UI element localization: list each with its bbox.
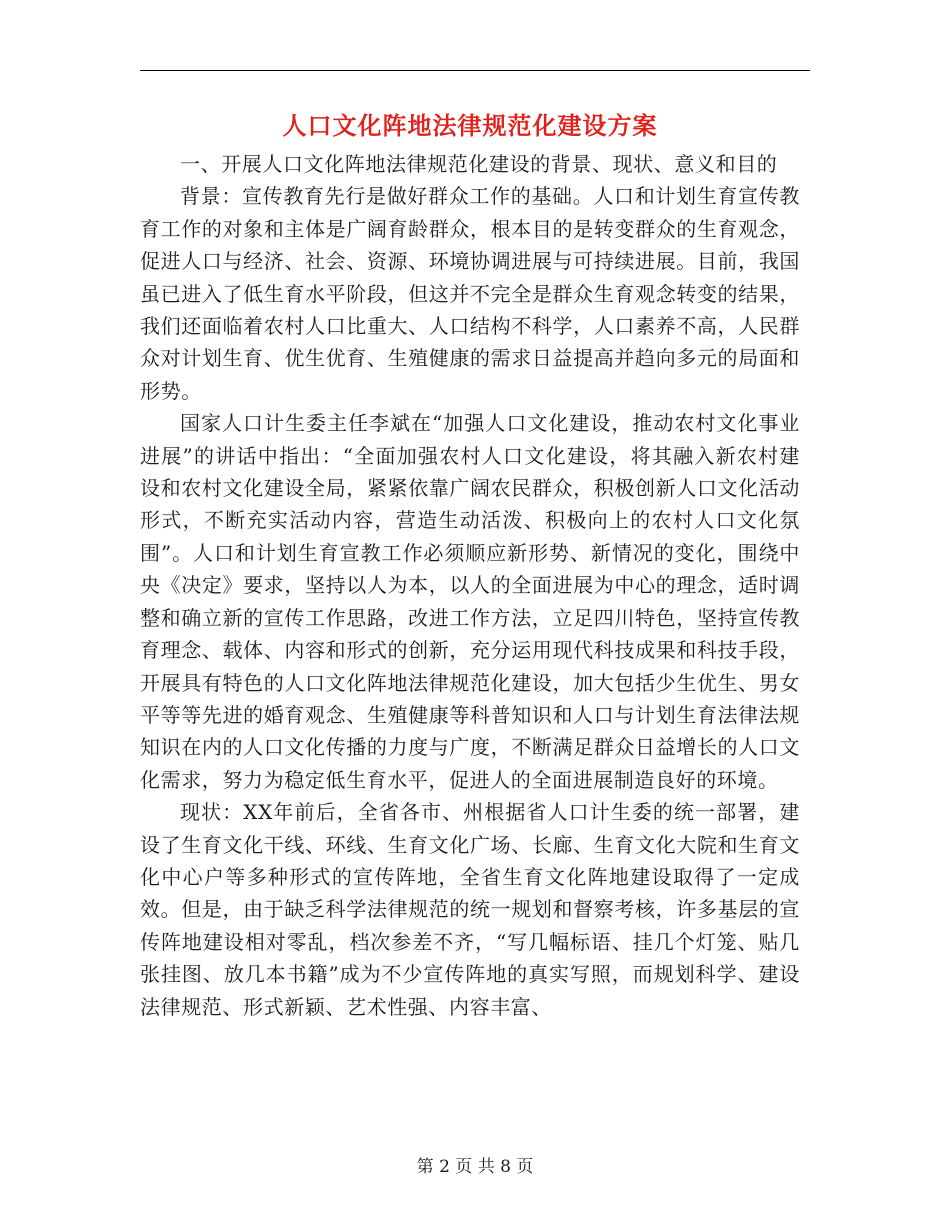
paragraph-background: 背景：宣传教育先行是做好群众工作的基础。人口和计划生育宣传教育工作的对象和主体是广阔育龄群众，根本目的是转变群众的生育观念，促进人口与经济、社会、资源、环境协调进展与可持续进展。目前，我国虽已进入了低生育水平阶段，但这并不完全是群众生育观念转变的结果，我们还面临着农村人口比重大、人口结构不科学，人口素养不高，人民群众对计划生育、优生优育、生殖健康的需求日益提高并趋向多元的局面和形势。 — [140, 184, 800, 403]
document-body — [140, 104, 800, 1023]
section-heading: 一、开展人口文化阵地法律规范化建设的背景、现状、意义和目的 — [180, 152, 778, 176]
header-rule — [140, 70, 810, 71]
page-number-footer: 第 2 页 共 8 页 — [416, 1157, 534, 1177]
paragraph-status: 现状：XX年前后，全省各市、州根据省人口计生委的统一部署，建设了生育文化干线、环线、生育文化广场、长廊、生育文化大院和生育文化中心户等多种形式的宣传阵地，全省生育文化阵地建设取得了一定成效。但是，由于缺乏科学法律规范的统一规划和督察考核，许多基层的宣传阵地建设相对零乱，档次参差不齐，“写几幅标语、挂几个灯笼、贴几张挂图、放几本书籍”成为不少宣传阵地的真实写照，而规划科学、建设法律规范、形式新颖、艺术性强、内容丰富、 — [140, 800, 800, 1019]
paragraph-speech: 国家人口计生委主任李斌在“加强人口文化建设，推动农村文化事业进展”的讲话中指出：“全面加强农村人口文化建设，将其融入新农村建设和农村文化建设全局，紧紧依靠广阔农民群众，积极创新人口文化活动形式，不断充实活动内容，营造生动活泼、积极向上的农村人口文化氛围”。人口和计划生育宣教工作必须顺应新形势、新情况的变化，围绕中央《决定》要求，坚持以人为本，以人的全面进展为中心的理念，适时调整和确立新的宣传工作思路，改进工作方法，立足四川特色，坚持宣传教育理念、载体、内容和形式的创新，充分运用现代科技成果和科技手段，开展具有特色的人口文化阵地法律规范化建设，加大包括少生优生、男女平等等先进的婚育观念、生殖健康等科普知识和人口与计划生育法律法规知识在内的人口文化传播的力度与广度，不断满足群众日益增长的人口文化需求，努力为稳定低生育水平，促进人的全面进展制造良好的环境。 — [140, 411, 800, 792]
document-title: 人口文化阵地法律规范化建设方案 — [282, 111, 658, 140]
